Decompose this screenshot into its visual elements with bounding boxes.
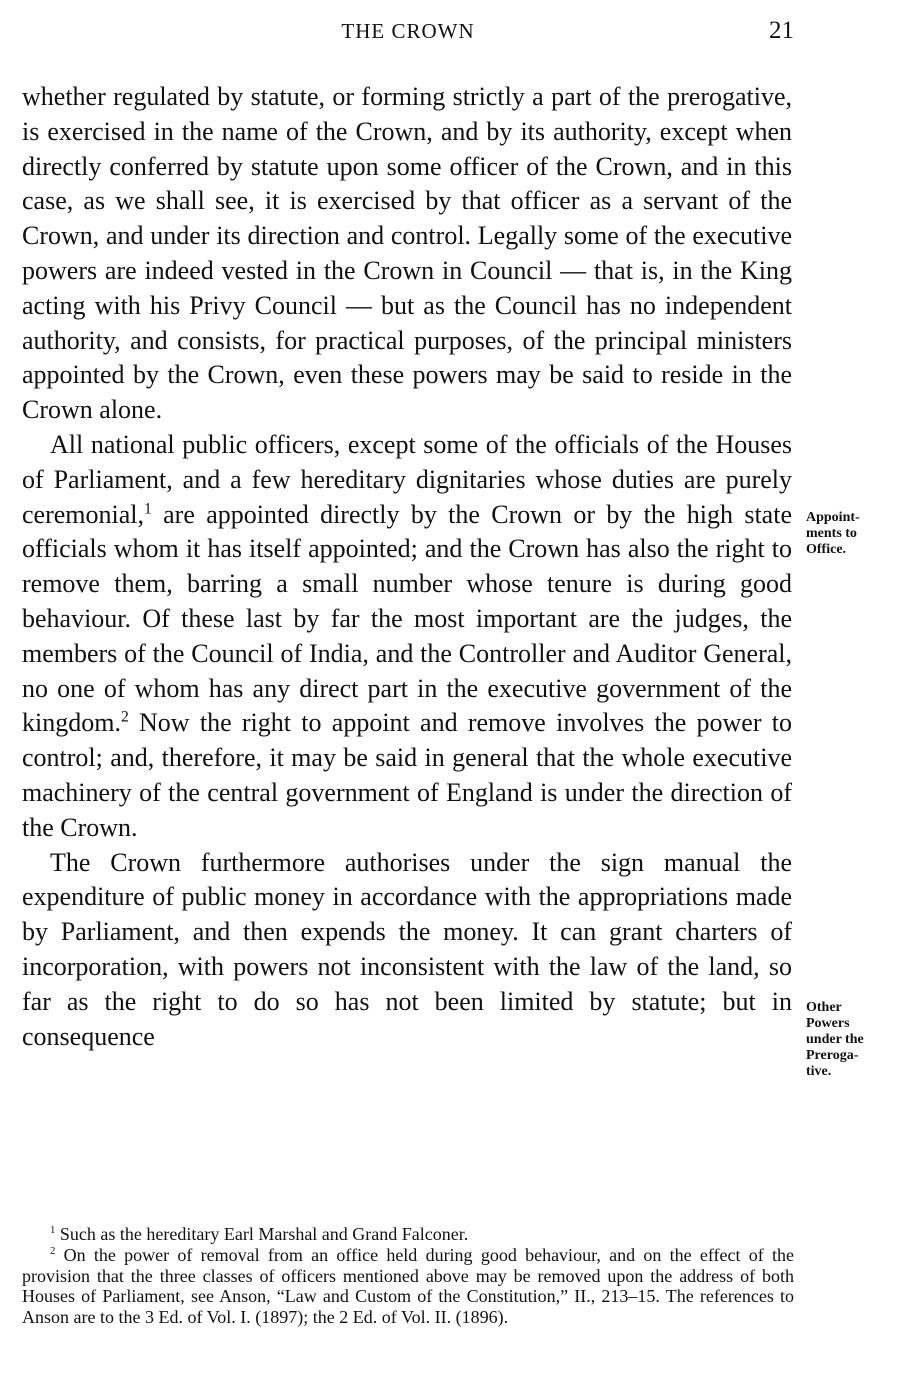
paragraph-text: All national public officers, except some of the officials of the Houses of Parliament, and a few hereditary dignitaries whose duties are purely ceremonial, xyxy=(22,429,792,529)
footnote-text: Such as the hereditary Earl Marshal and Grand Falconer. xyxy=(59,1224,469,1244)
paragraph-appointments xyxy=(22,428,792,846)
margin-note-appointments xyxy=(806,510,916,558)
footnotes xyxy=(22,1224,794,1328)
footnote-2 xyxy=(22,1245,794,1328)
margin-note-line: ments to xyxy=(806,526,857,541)
margin-note-line: Powers xyxy=(806,1016,850,1031)
body-text xyxy=(22,80,792,1054)
running-head: THE CROWN xyxy=(341,19,475,43)
footnote-marker: 2 xyxy=(50,1244,56,1257)
margin-note-line: Preroga- xyxy=(806,1048,859,1063)
margin-note-line: tive. xyxy=(806,1064,832,1079)
paragraph-continued: whether regulated by statute, or forming strictly a part of the prerogative, is exercised in the name of the Crown, and by its authority, except when directly conferred by statute upon some officer of the Crown, and in this case, as we shall see, it is exercised by that officer as a servant of the Crown, and under its direction and control. Legally some of the executive powers are indeed vested in the Crown in Council — that is, in the King acting with his Privy Council — but as the Council has no independent authority, and consists, for practical purposes, of the principal ministers appointed by the Crown, even these powers may be said to reside in the Crown alone. xyxy=(22,82,792,425)
margin-note-line: Other xyxy=(806,1000,842,1015)
margin-note-line: under the xyxy=(806,1032,864,1047)
footnote-ref-2: 2 xyxy=(120,708,129,726)
paragraph-text: are appointed directly by the Crown or by the high state officials whom it has itself appointed; and the Crown has also the right to remove them, barring a small number whose tenure is during good behaviour. Of these last by far the most important are the judges, the members of the Council of India, and the Controller and Auditor General, no one of whom has any direct part in the executive government of the kingdom. xyxy=(22,499,792,738)
margin-note-line: Appoint- xyxy=(806,510,860,525)
footnote-text: On the power of removal from an office held during good behaviour, and on the effect of the provision that the three classes of officers mentioned above may be removed upon the address of both Houses of Parliament, see Anson, “Law and Custom of the Constitution,” II., 213–15. The references to Anson are to the 3 Ed. of Vol. I. (1897); the 2 Ed. of Vol. II. (1896). xyxy=(22,1244,794,1328)
footnote-marker: 1 xyxy=(50,1224,56,1236)
page-number: 21 xyxy=(769,17,794,44)
margin-note-other-powers xyxy=(806,1000,916,1080)
page-header xyxy=(22,14,794,48)
footnote-ref-1: 1 xyxy=(144,499,152,517)
margin-note-line: Office. xyxy=(806,542,847,557)
paragraph-text: Now the right to appoint and remove involves the power to control; and, therefore, it may be said in general that the whole executive machinery of the central government of England is under the direction of the Crown. xyxy=(22,708,792,842)
footnote-1 xyxy=(22,1224,794,1245)
paragraph-other-powers: The Crown furthermore authorises under the sign manual the expenditure of public money in accordance with the appropriations made by Parliament, and then expends the money. It can grant charters of incorporation, with powers not inconsistent with the law of the land, so far as the right to do so has not been limited by statute; but in consequence xyxy=(22,847,792,1051)
